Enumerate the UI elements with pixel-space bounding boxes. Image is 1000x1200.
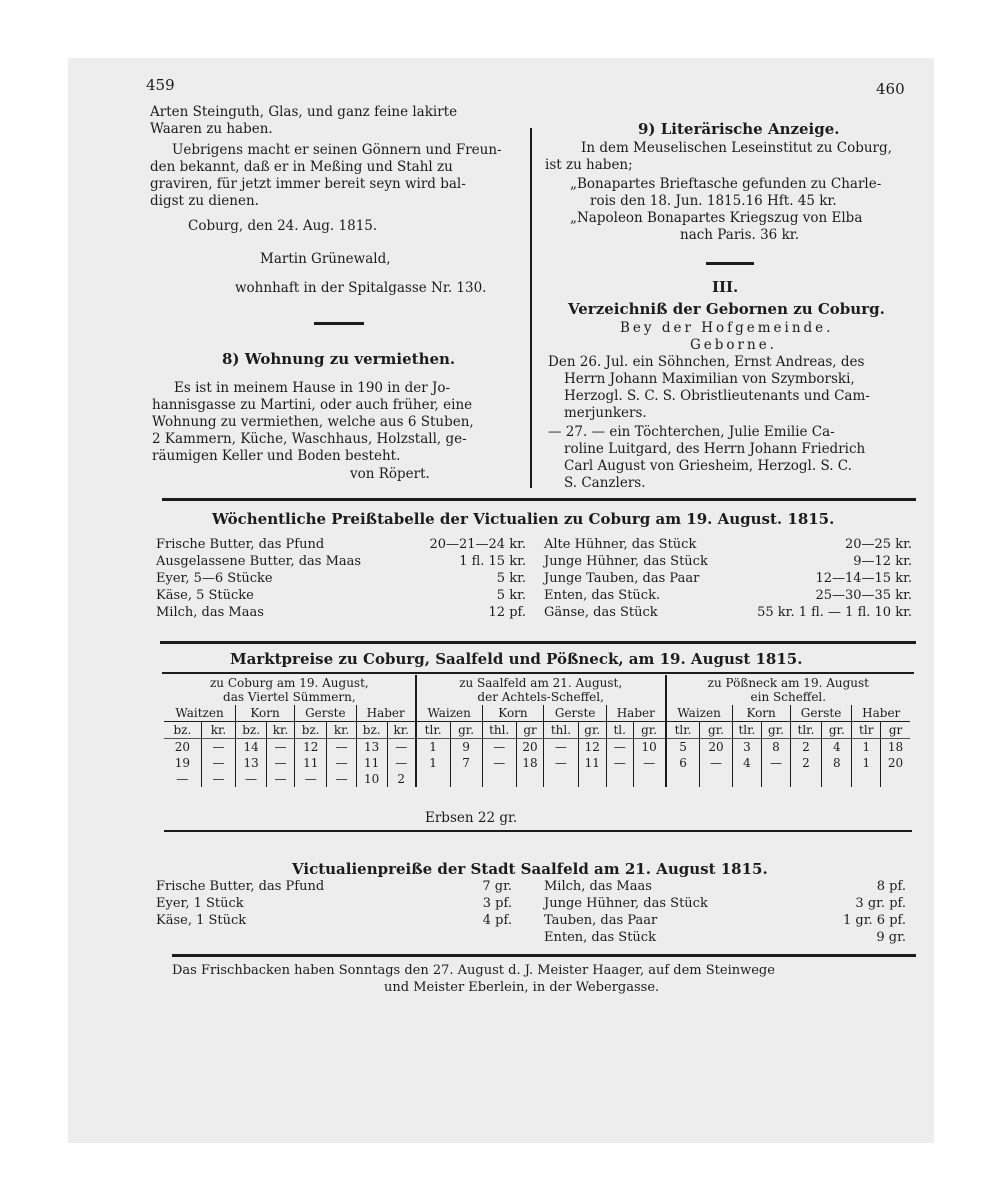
unit-header-row: bz. kr. bz. kr. bz. kr. bz. kr. tlr. gr. thl. gr thl. gr. tl. gr. tlr. gr. tlr. gr. tlr. gr. tlr gr xyxy=(164,722,910,739)
table-row: 20 — 14 — 12 — 13 — 1 9 — 20 — 12 — 10 5 20 3 8 2 4 1 18 xyxy=(164,739,910,756)
section-rule xyxy=(164,830,912,832)
section-8-body xyxy=(152,380,474,465)
table-row: Frische Butter, das Pfund 7 gr. xyxy=(156,879,512,894)
table-row: Tauben, das Paar 1 gr. 6 pf. xyxy=(544,913,906,928)
table-row: Alte Hühner, das Stück 20—25 kr. xyxy=(544,537,912,552)
text-line: digst zu dienen. xyxy=(150,193,259,209)
section-8-signature: von Röpert. xyxy=(350,466,430,482)
page-number-left: 459 xyxy=(146,76,175,94)
parish-label: Bey der Hofgemeinde. xyxy=(620,320,834,336)
text-line: roline Luitgard, des Herrn Johann Friedrich xyxy=(564,441,866,457)
birth-entry-2 xyxy=(548,424,865,492)
table-row: Gänse, das Stück 55 kr. 1 fl. — 1 fl. 10 kr. xyxy=(544,605,912,620)
text-line: Herzogl. S. C. S. Obristlieutenants und Cam- xyxy=(564,388,870,404)
text-line: Carl August von Griesheim, Herzogl. S. C. xyxy=(564,458,852,474)
text-line: Den 26. Jul. ein Söhnchen, Ernst Andreas, des xyxy=(548,354,865,370)
text-line: 2 Kammern, Küche, Waschhaus, Holzstall, ge- xyxy=(152,431,467,447)
table-row: Junge Hühner, das Stück 3 gr. pf. xyxy=(544,896,906,911)
grain-header-row: Waitzen Korn Gerste Haber Waizen Korn Gerste Haber Waizen Korn Gerste Haber xyxy=(164,705,910,722)
text-line: und Meister Eberlein, in der Webergasse. xyxy=(384,980,660,995)
table-row: Eyer, 1 Stück 3 pf. xyxy=(156,896,512,911)
saalfeld-header: zu Saalfeld am 21. August, der Achtels-Scheffel, xyxy=(416,675,666,705)
table-row: Ausgelassene Butter, das Maas 1 fl. 15 kr. xyxy=(156,554,526,569)
table-row: Käse, 5 Stücke 5 kr. xyxy=(156,588,526,603)
table-row: Junge Hühner, das Stück 9—12 kr. xyxy=(544,554,912,569)
bakery-notice xyxy=(172,962,775,996)
text-line: — 27. — ein Töchterchen, Julie Emilie Ca- xyxy=(548,424,835,440)
text-line: Waaren zu haben. xyxy=(150,121,273,137)
text-line: Wohnung zu vermiethen, welche aus 6 Stuben, xyxy=(152,414,474,430)
saalfeld-table-title: Victualienpreiße der Stadt Saalfeld am 21. August 1815. xyxy=(292,860,768,878)
left-paragraph xyxy=(150,142,502,210)
text-line: hannisgasse zu Martini, oder auch früher, eine xyxy=(152,397,473,413)
text-line: rois den 18. Jun. 1815.16 Hft. 45 kr. xyxy=(590,193,837,209)
text-line: Es ist in meinem Hause in 190 in der Jo- xyxy=(174,380,451,396)
text-line: Herrn Johann Maximilian von Szymborski, xyxy=(564,371,855,387)
text-line: „Bonapartes Brieftasche gefunden zu Charle- xyxy=(570,176,882,192)
section-3-numeral: III. xyxy=(712,278,739,296)
table-row: Enten, das Stück 9 gr. xyxy=(544,930,906,945)
text-line: „Napoleon Bonapartes Kriegszug von Elba xyxy=(570,210,863,226)
text-line: Uebrigens macht er seinen Gönnern und Freun- xyxy=(172,142,502,158)
text-line: S. Canzlers. xyxy=(564,475,646,491)
author-address: wohnhaft in der Spitalgasse Nr. 130. xyxy=(235,280,487,296)
section-rule xyxy=(172,954,916,957)
weekly-table-title: Wöchentliche Preißtabelle der Victualien zu Coburg am 19. August. 1815. xyxy=(212,510,835,528)
text-line: ist zu haben; xyxy=(545,157,633,173)
table-row: Milch, das Maas 12 pf. xyxy=(156,605,526,620)
divider xyxy=(314,322,364,325)
table-row: Käse, 1 Stück 4 pf. xyxy=(156,913,512,928)
section-9-heading: 9) Literärische Anzeige. xyxy=(638,120,840,138)
saalfeld-table-left xyxy=(154,878,514,929)
section-rule xyxy=(162,498,916,501)
table-row: 19 — 13 — 11 — 11 — 1 7 — 18 — 11 — — 6 — 4 — 2 8 1 20 xyxy=(164,755,910,771)
left-continuation xyxy=(150,104,457,138)
births-label: Geborne. xyxy=(690,337,777,353)
peas-price-note: Erbsen 22 gr. xyxy=(425,810,518,826)
poessneck-header: zu Pößneck am 19. August ein Scheffel. xyxy=(707,676,869,704)
author-name: Martin Grünewald, xyxy=(260,251,391,267)
text-line: den bekannt, daß er in Meßing und Stahl zu xyxy=(150,159,453,175)
text-line: Das Frischbacken haben Sonntags den 27. August d. J. Meister Haager, auf dem Steinwege xyxy=(172,963,775,978)
text-line: nach Paris. 36 kr. xyxy=(680,227,800,243)
book-listing-1 xyxy=(570,176,881,210)
coburg-header: zu Coburg am 19. August, das Viertel Sümmern, xyxy=(164,675,416,705)
book-listing-2 xyxy=(570,210,862,244)
market-header-row xyxy=(164,675,910,705)
table-row: Eyer, 5—6 Stücke 5 kr. xyxy=(156,571,526,586)
text-line: Arten Steinguth, Glas, und ganz feine lakirte xyxy=(150,104,458,120)
text-line: räumigen Keller und Boden besteht. xyxy=(152,448,401,464)
text-line: graviren, für jetzt immer bereit seyn wird bal- xyxy=(150,176,466,192)
section-9-body xyxy=(545,140,892,174)
weekly-table-right xyxy=(542,536,914,621)
section-8-heading: 8) Wohnung zu vermiethen. xyxy=(222,350,456,368)
saalfeld-table-right xyxy=(542,878,908,946)
text-line: In dem Meuselischen Leseinstitut zu Coburg, xyxy=(581,140,892,156)
divider xyxy=(706,262,754,265)
column-separator xyxy=(530,128,532,488)
table-row: Frische Butter, das Pfund 20—21—24 kr. xyxy=(156,537,526,552)
table-row: Junge Tauben, das Paar 12—14—15 kr. xyxy=(544,571,912,586)
text-line: merjunkers. xyxy=(564,405,647,421)
page-number-right: 460 xyxy=(876,80,905,98)
birth-entry-1 xyxy=(548,354,870,422)
section-3-heading: Verzeichniß der Gebornen zu Coburg. xyxy=(568,300,885,318)
section-rule xyxy=(160,641,916,644)
table-row: Milch, das Maas 8 pf. xyxy=(544,879,906,894)
market-table-title: Marktpreise zu Coburg, Saalfeld und Pößneck, am 19. August 1815. xyxy=(230,650,803,668)
market-price-table xyxy=(164,675,910,787)
weekly-table-left xyxy=(154,536,528,621)
table-row: — — — — — — 10 2 xyxy=(164,771,910,787)
table-row: Enten, das Stück. 25—30—35 kr. xyxy=(544,588,912,603)
section-rule xyxy=(162,672,914,674)
place-date: Coburg, den 24. Aug. 1815. xyxy=(188,218,378,234)
